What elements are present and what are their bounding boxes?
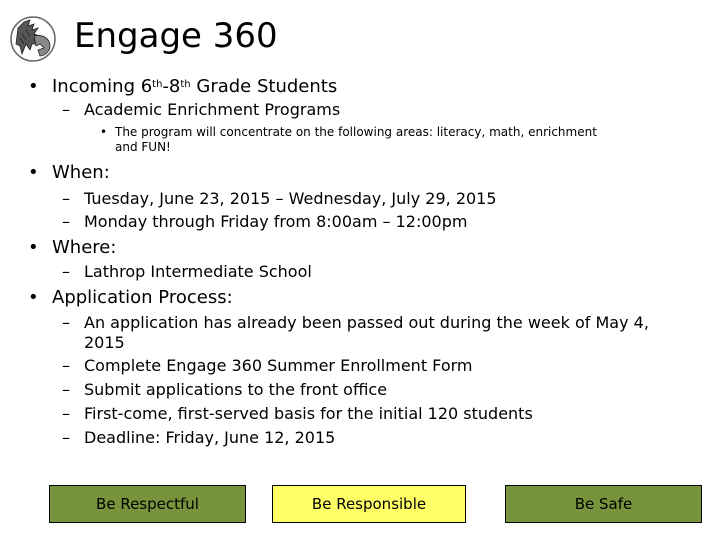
be-responsible-label: Be Responsible (311, 495, 427, 513)
page-title: Engage 360 (74, 16, 278, 56)
be-responsible-box (272, 485, 466, 523)
be-respectful-label: Be Respectful (96, 495, 199, 513)
be-respectful-box (49, 485, 246, 523)
spartan-helmet-icon (8, 14, 58, 64)
be-safe-box (505, 485, 702, 523)
be-safe-label: Be Safe (574, 495, 633, 513)
